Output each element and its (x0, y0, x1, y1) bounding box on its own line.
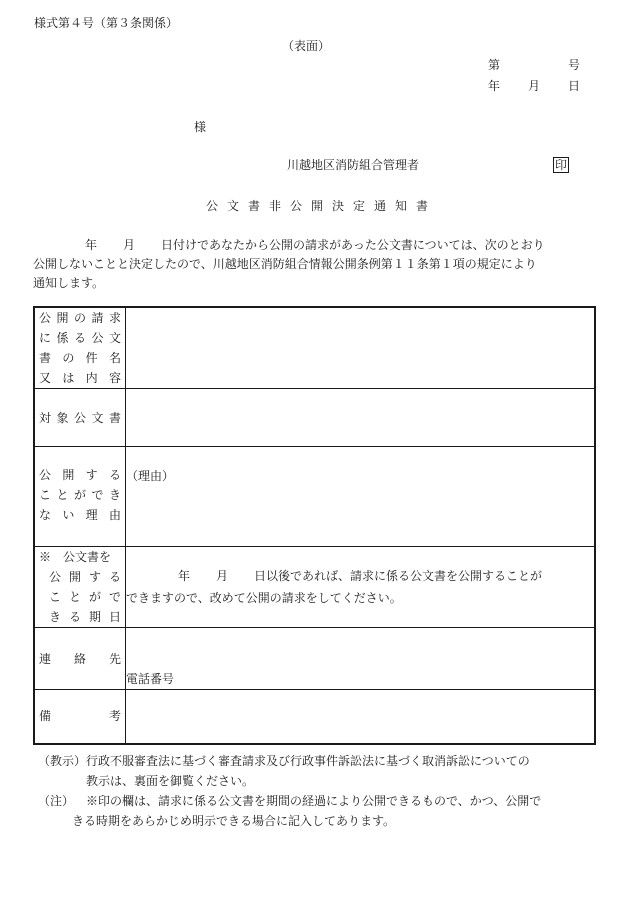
label-remarks: 備 考 (34, 690, 126, 744)
disclosure-date-line-2: できますので、改めて公開の請求をしてください。 (126, 591, 402, 605)
date-year: 年 (488, 79, 501, 93)
label-line: に 係 る 公 文 (39, 331, 121, 345)
teaching-text: 行政不服審査法に基づく審査請求及び行政事件訴訟法に基づく取消訴訟についての 教示は、裏面を御覧ください。 (86, 754, 530, 788)
value-contact[interactable] (126, 628, 596, 690)
body-year: 年 (85, 238, 98, 252)
notice-table (33, 306, 596, 745)
body-line-1: 年 月 日付けであなたから公開の請求があった公文書については、次のとおり (85, 238, 545, 252)
value-nondisclosure-reason[interactable] (126, 447, 596, 547)
doc-number-prefix: 第 (488, 58, 501, 72)
body-month: 月 (123, 238, 136, 252)
body-line-3: 通知します。 (33, 276, 105, 290)
label-line: 書 の 件 名 (39, 351, 121, 365)
value-disclosure-date[interactable] (126, 547, 596, 628)
table-row-remarks (34, 690, 595, 744)
doc-number-suffix: 号 (568, 58, 581, 72)
note-tag: （注） (38, 794, 75, 808)
form-number: 様式第４号（第３条関係） (34, 16, 179, 30)
body-paragraph (33, 236, 598, 293)
label-target-document: 対 象 公 文 書 (34, 389, 126, 447)
note-text-line-1: ※印の欄は、請求に係る公文書を期間の経過により公開できるもので、かつ、公開で (86, 794, 542, 808)
disclosure-date-line-1: 年 月 日以後であれば、請求に係る公文書を公開することが (178, 569, 543, 583)
date-day: 日 (568, 79, 581, 93)
asterisk-note (38, 791, 598, 811)
issuer-name: 川越地区消防組合管理者 (287, 158, 420, 172)
table-row-subject (34, 307, 595, 389)
table-row-reason (34, 447, 595, 547)
table-row-target (34, 389, 595, 447)
value-target-document[interactable] (126, 389, 596, 447)
reason-label: （理由） (126, 469, 175, 483)
label-line: 公 開 の 請 求 (39, 311, 121, 325)
date-month: 月 (528, 79, 541, 93)
form-side-label: （表面） (282, 39, 331, 53)
label-line: 又 は 内 容 (39, 371, 121, 385)
seal-mark: 印 (555, 158, 568, 172)
body-line-2: 公開しないことと決定したので、川越地区消防組合情報公開条例第１１条第１項の規定により (33, 257, 537, 271)
document-title: 公文書非公開決定通知書 (206, 199, 438, 213)
phone-number-label: 電話番号 (126, 672, 175, 686)
teaching-tag: （教示） (38, 754, 87, 768)
table-row-contact (34, 628, 595, 690)
notes-section (38, 751, 598, 831)
teaching-note (38, 751, 598, 791)
label-disclosure-date: ※ 公文書を 公 開 す る こ と が で き る 期 日 (34, 547, 126, 628)
note-text-line-2: きる時期をあらかじめ明示できる場合に記入してあります。 (72, 814, 396, 828)
label-request-subject (34, 307, 126, 389)
addressee-suffix: 様 (194, 120, 207, 134)
label-nondisclosure-reason: 公 開 す る こ と が で き な い 理 由 (34, 447, 126, 547)
label-contact: 連 絡 先 (34, 628, 126, 690)
value-remarks[interactable] (126, 690, 596, 744)
table-row-disclosure-date (34, 547, 595, 628)
value-request-subject[interactable] (126, 307, 596, 389)
